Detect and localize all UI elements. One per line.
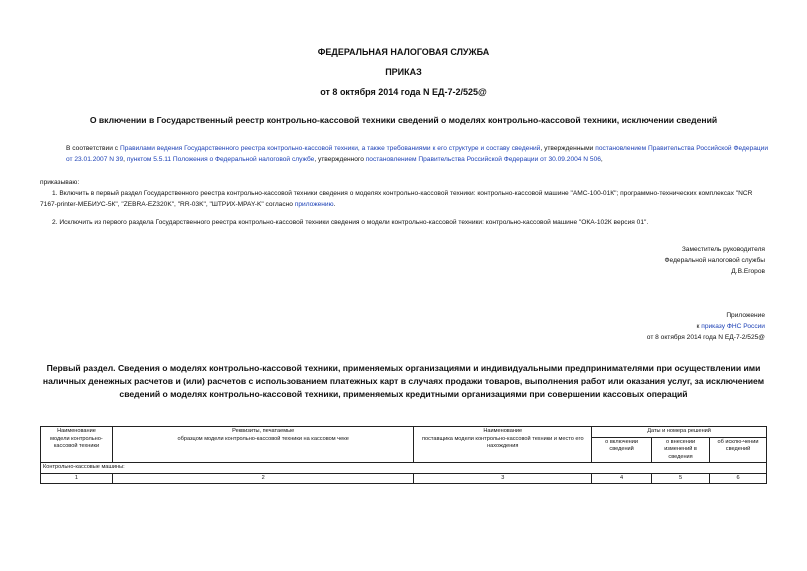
preamble-text-2: , утвержденными <box>540 145 596 152</box>
header-requisites-line1: Реквизиты, печатаемые <box>232 428 295 434</box>
header-exclusion: об исклю-чении сведений <box>710 437 767 463</box>
header-model-name-line1: Наименование <box>57 428 96 434</box>
header-inclusion: о включении сведений <box>592 437 652 463</box>
section-title: Первый раздел. Сведения о моделях контрольно-кассовой техники, применяемых организациями и индивидуальными предпринимателями при осуществлении ими наличных денежных расчетов и (или) расчетов с использованием платежных карт в случаях продажи товаров, выполнения работ или оказания услуг, за исключением сведений о моделях контрольно-кассовой техники, применяемых кредитными организациями при совершении кассовых операций <box>42 363 765 399</box>
appendix-header <box>647 310 765 343</box>
col-number: 1 <box>41 473 113 484</box>
col-number: 3 <box>414 473 592 484</box>
preamble-text-4: , утвержденного <box>314 155 366 163</box>
header-model-name <box>41 427 113 463</box>
header-supplier-line2: поставщика модели контрольно-кассовой техники и место его нахождения <box>421 435 584 449</box>
col-number: 5 <box>652 473 710 484</box>
group-row-label: Контрольно-кассовые машины: <box>41 463 767 474</box>
header-supplier-line1: Наименование <box>483 428 523 434</box>
table-header-row-1 <box>41 427 767 438</box>
item-1-tail: . <box>333 200 336 208</box>
order-link[interactable]: приказу ФНС России <box>701 323 765 330</box>
col-number: 2 <box>112 473 413 484</box>
regulation-link[interactable]: пунктом 5.5.11 Положения о Федеральной налоговой службе <box>126 155 315 163</box>
appendix-ref <box>647 321 765 332</box>
header-supplier <box>414 427 592 463</box>
col-number: 4 <box>592 473 652 484</box>
header-requisites-line2: образцом модели контрольно-кассовой техники на кассовом чеке <box>177 435 349 442</box>
table-number-row <box>41 473 767 484</box>
signature-position: Заместитель руководителя <box>681 246 765 253</box>
header-changes: о внесении изменений в сведения <box>652 437 710 463</box>
item-1-text: 1. Включить в первый раздел Государственного реестра контрольно-кассовой техники сведения о моделях контрольно-кассовой техники: контрольно-кассовой машине "АМС-100-01К"; программно-технических комплексах "NCR 7167-printer-МЕБИУС-5К", "ZEBRA-EZ320K", "RR-03K", "ШТРИХ-MPAY-K" согласно <box>40 190 753 208</box>
doc-type: ПРИКАЗ <box>385 67 422 77</box>
item-2: 2. Исключить из первого раздела Государственного реестра контрольно-кассовой техники сведения о модели контрольно-кассовой техники: контрольно-кассовой машине "ОКА-102К версия 01". <box>52 219 649 226</box>
doc-date: от 8 октября 2014 года N ЕД-7-2/525@ <box>320 87 487 97</box>
preamble-text-3: , <box>123 155 127 163</box>
rules-link[interactable]: Правилами ведения Государственного реестра контрольно-кассовой техники, а также требованиями к его структуре и составу сведений <box>120 145 541 152</box>
preamble-text-5: , <box>600 155 603 163</box>
table-group-row <box>41 463 767 474</box>
resolution-39-link[interactable]: постановлением Правительства Российской Федерации от 23.01.2007 N 39 <box>66 145 769 163</box>
registry-table <box>40 426 767 484</box>
agency-name: ФЕДЕРАЛЬНАЯ НАЛОГОВАЯ СЛУЖБА <box>317 47 490 57</box>
preamble-text-1: В соответствии с <box>66 145 120 152</box>
preamble-paragraph <box>66 144 768 165</box>
order-word: приказываю: <box>40 179 80 186</box>
header-model-name-line2: модели контрольно-кассовой техники <box>50 435 103 449</box>
item-1 <box>40 189 768 210</box>
signature-agency: Федеральной налоговой службы <box>664 257 765 264</box>
appendix-link[interactable]: приложению <box>294 200 334 208</box>
doc-title: О включении в Государственный реестр контрольно-кассовой техники сведений о моделях контрольно-кассовой техники, исключении сведений <box>89 115 718 125</box>
appendix-label: Приложение <box>726 312 765 319</box>
appendix-date: от 8 октября 2014 года N ЕД-7-2/525@ <box>646 334 765 341</box>
signature-block <box>665 244 765 277</box>
header-requisites <box>112 427 413 463</box>
col-number: 6 <box>710 473 767 484</box>
appendix-ref-prefix: к <box>696 323 702 330</box>
signature-name: Д.В.Егоров <box>731 268 765 275</box>
header-decisions-group: Даты и номера решений <box>592 427 767 438</box>
resolution-506-link[interactable]: постановлением Правительства Российской Федерации от 30.09.2004 N 506 <box>365 155 601 163</box>
